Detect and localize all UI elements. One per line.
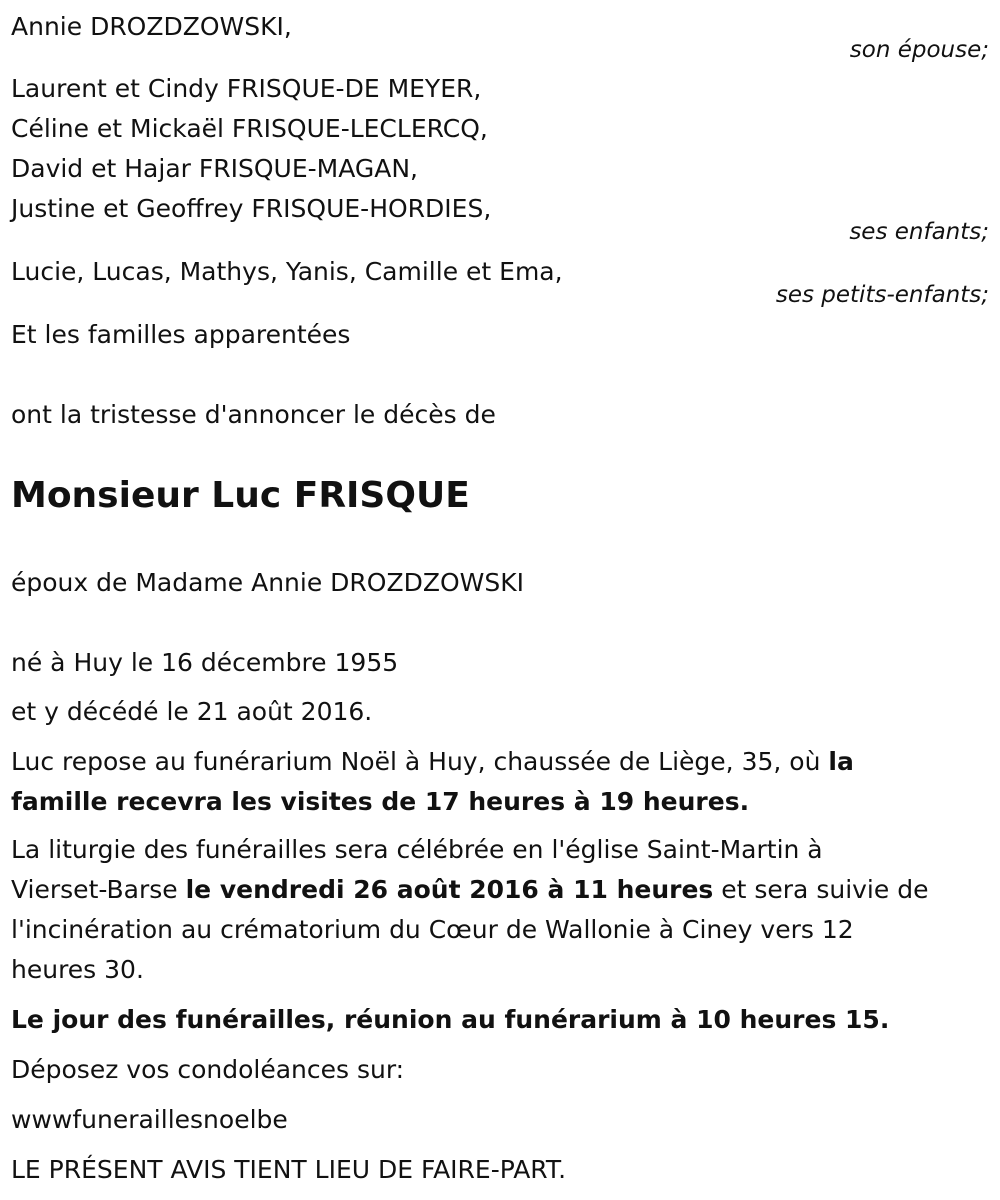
relatives: Et les familles apparentées xyxy=(11,320,351,349)
deceased-name: Monsieur Luc FRISQUE xyxy=(11,475,470,516)
birth-info: né à Huy le 16 décembre 1955 xyxy=(11,648,399,677)
child-line: Justine et Geoffrey FRISQUE-HORDIES, xyxy=(11,194,492,223)
spouse-name: Annie DROZDZOWSKI, xyxy=(11,12,292,41)
spouse-role: son épouse; xyxy=(849,37,989,63)
condolences-label: Déposez vos condoléances sur: xyxy=(11,1055,405,1084)
liturgy-text: Vierset-Barse xyxy=(11,875,186,904)
liturgy-line-2 xyxy=(11,875,928,905)
liturgy-line-3: l'incinération au crématorium du Cœur de Wallonie à Ciney vers 12 xyxy=(11,915,854,944)
child-line: Céline et Mickaël FRISQUE-LECLERCQ, xyxy=(11,114,488,143)
child-line: Laurent et Cindy FRISQUE-DE MEYER, xyxy=(11,74,482,103)
grandchildren-role: ses petits-enfants; xyxy=(775,282,989,308)
liturgy-line-4: heures 30. xyxy=(11,955,144,984)
liturgy-tail: et sera suivie de xyxy=(713,875,929,904)
grandchildren: Lucie, Lucas, Mathys, Yanis, Camille et Ema, xyxy=(11,257,563,286)
announcement: ont la tristesse d'annoncer le décès de xyxy=(11,400,496,429)
death-info: et y décédé le 21 août 2016. xyxy=(11,697,373,726)
reunion: Le jour des funérailles, réunion au funérarium à 10 heures 15. xyxy=(11,1005,890,1034)
child-line: David et Hajar FRISQUE-MAGAN, xyxy=(11,154,419,183)
website-link[interactable]: wwwfuneraillesnoelbe xyxy=(11,1105,288,1134)
visit-bold: la xyxy=(828,747,854,776)
liturgy-line-1: La liturgie des funérailles sera célébrée en l'église Saint-Martin à xyxy=(11,835,823,864)
visit-bold: famille recevra les visites de 17 heures à 19 heures. xyxy=(11,787,750,816)
notice: LE PRÉSENT AVIS TIENT LIEU DE FAIRE-PART. xyxy=(11,1155,567,1184)
children-role: ses enfants; xyxy=(849,219,989,245)
spouse-of: époux de Madame Annie DROZDZOWSKI xyxy=(11,568,524,597)
visit-text: Luc repose au funérarium Noël à Huy, chaussée de Liège, 35, où xyxy=(11,747,829,776)
visit-line-2 xyxy=(11,787,749,817)
liturgy-date: le vendredi 26 août 2016 à 11 heures xyxy=(185,875,714,904)
visit-line-1 xyxy=(11,747,854,777)
